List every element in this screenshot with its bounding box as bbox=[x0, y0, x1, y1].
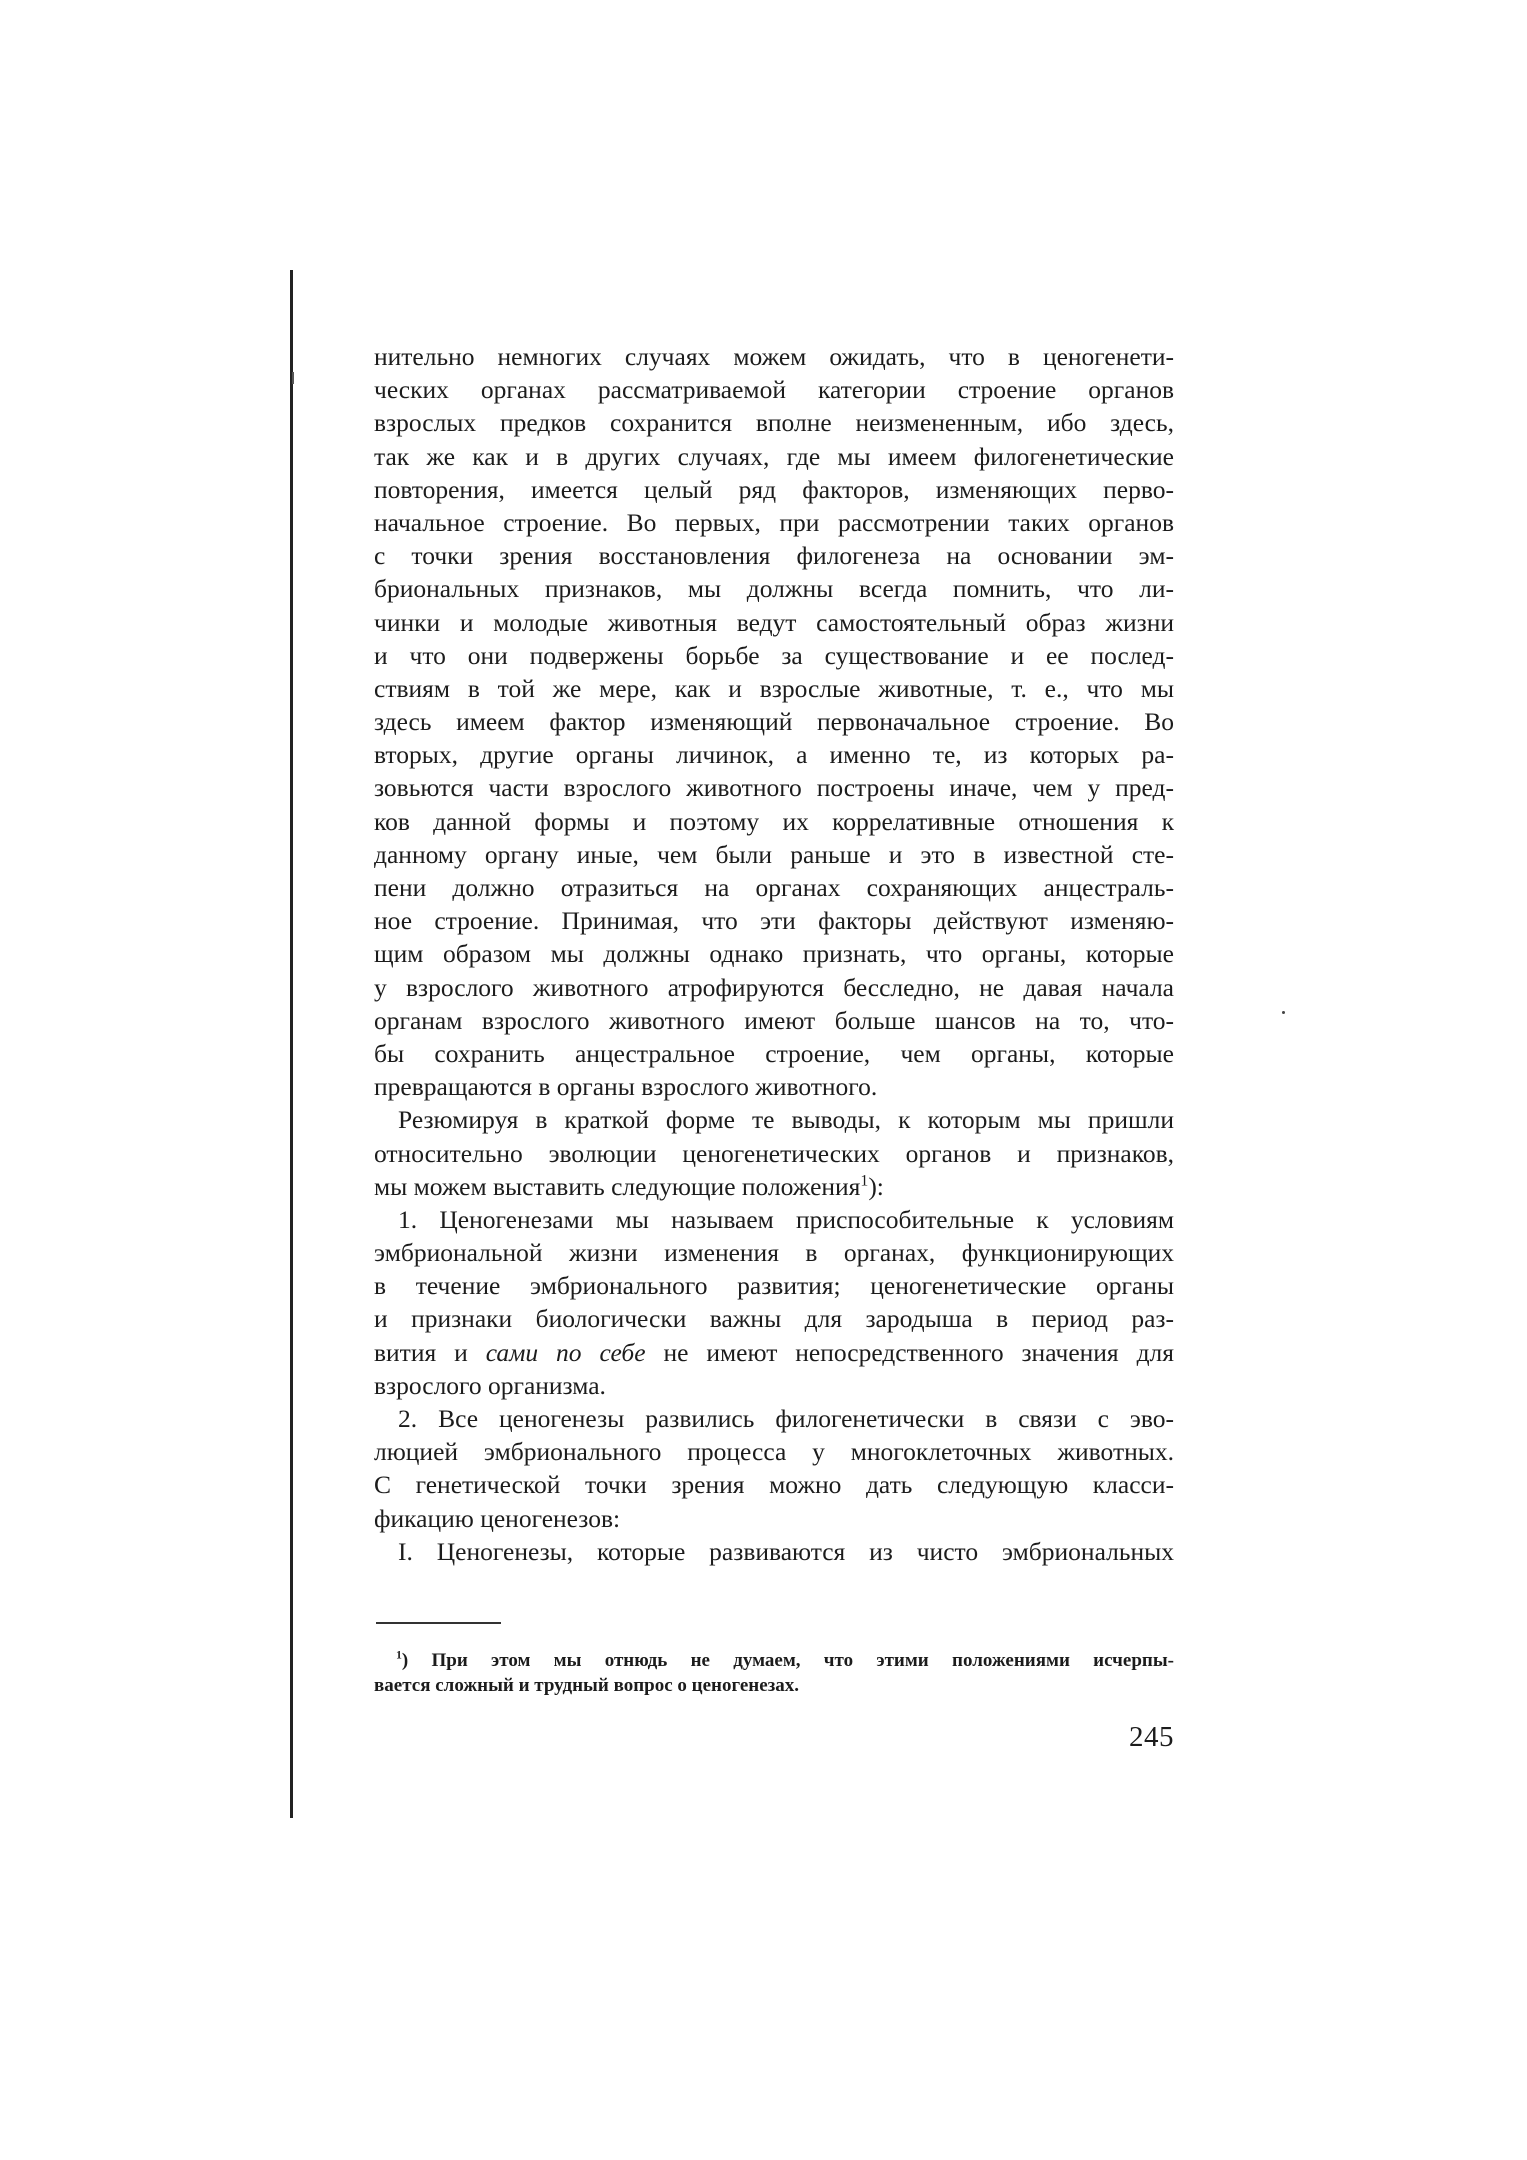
text-line: здесь имеем фактор изменяющий первоначальное строение. Во bbox=[374, 707, 1174, 737]
text-line: взрослого организма. bbox=[374, 1370, 606, 1400]
text-line: ствиям в той же мере, как и взрослые животные, т. е., что мы bbox=[374, 673, 1174, 703]
print-speck bbox=[1282, 1011, 1285, 1014]
text-line: ческих органах рассматриваемой категории строение органов bbox=[374, 375, 1174, 405]
text-line: пени должно отразиться на органах сохраняющих анцестраль- bbox=[374, 873, 1174, 902]
text-segment: мы можем выставить следующие положения bbox=[374, 1171, 861, 1201]
text-segment: не имеют непосредственного значения для bbox=[663, 1337, 1175, 1367]
text-line: эмбриональной жизни изменения в органах, функционирующих bbox=[374, 1238, 1174, 1268]
text-line: и признаки биологически важны для зародыша в период раз- bbox=[374, 1304, 1174, 1334]
text-line: начальное строение. Во первых, при рассмотрении таких органов bbox=[374, 507, 1174, 537]
italic-phrase: сами по себе bbox=[485, 1337, 646, 1367]
text-line: так же как и в других случаях, где мы имеем филогенетические bbox=[374, 441, 1174, 471]
text-line: и что они подвержены борьбе за существование и ее послед- bbox=[374, 640, 1174, 670]
footnote-separator bbox=[376, 1622, 501, 1624]
text-line: люцией эмбрионального процесса у многоклеточных животных. bbox=[374, 1437, 1174, 1467]
text-line: ное строение. Принимая, что эти факторы действуют изменяю- bbox=[374, 906, 1174, 936]
text-segment: вития и bbox=[374, 1337, 468, 1367]
text-line: органам взрослого животного имеют больше шансов на то, что- bbox=[374, 1005, 1174, 1035]
text-line: превращаются в органы взрослого животного. bbox=[374, 1072, 878, 1102]
text-line: щим образом мы должны однако признать, что органы, которые bbox=[374, 939, 1174, 969]
footnote-reference: 1 bbox=[860, 1172, 869, 1190]
body-text bbox=[374, 340, 1174, 1568]
text-line: нительно немногих случаях можем ожидать, что в ценогенети- bbox=[374, 342, 1174, 371]
text-line-with-footnote-ref bbox=[374, 1170, 1174, 1203]
text-line: бриональных признаков, мы должны всегда помнить, что ли- bbox=[374, 574, 1174, 604]
footnote-line bbox=[374, 1648, 1174, 1673]
page-binding-edge bbox=[290, 270, 293, 1818]
text-segment: ): bbox=[868, 1171, 884, 1201]
text-line: зовьются части взрослого животного построены иначе, чем у пред- bbox=[374, 773, 1174, 803]
text-line: фикацию ценогенезов: bbox=[374, 1503, 621, 1533]
text-line: С генетической точки зрения можно дать следующую класси- bbox=[374, 1470, 1174, 1500]
footnote-marker: 1 bbox=[396, 1648, 402, 1662]
binding-mark bbox=[292, 372, 294, 384]
footnote-line: вается сложный и трудный вопрос о ценогенезах. bbox=[374, 1675, 800, 1696]
text-line: ков данной формы и поэтому их коррелативные отношения к bbox=[374, 806, 1174, 836]
list-item-I-line: I. Ценогенезы, которые развиваются из чисто эмбриональных bbox=[398, 1536, 1174, 1566]
footnote bbox=[374, 1648, 1174, 1698]
text-line: относительно эволюции ценогенетических органов и признаков, bbox=[374, 1138, 1174, 1168]
text-line: вторых, другие органы личинок, а именно те, из которых ра- bbox=[374, 740, 1174, 770]
text-line: чинки и молодые животныя ведут самостоятельный образ жизни bbox=[374, 607, 1174, 637]
footnote-text: ) При этом мы отнюдь не думаем, что этими положениями исчерпы- bbox=[401, 1650, 1174, 1671]
text-line: данному органу иные, чем были раньше и это в известной сте- bbox=[374, 839, 1174, 869]
text-line: в течение эмбрионального развития; ценогенетические органы bbox=[374, 1271, 1174, 1301]
list-item-2-line: 2. Все ценогенезы развились филогенетически в связи с эво- bbox=[398, 1404, 1174, 1433]
list-item-1-line: 1. Ценогенезами мы называем приспособительные к условиям bbox=[398, 1204, 1174, 1234]
text-line: с точки зрения восстановления филогенеза на основании эм- bbox=[374, 541, 1174, 571]
text-line-with-italic bbox=[374, 1336, 1174, 1369]
text-line: повторения, имеется целый ряд факторов, изменяющих перво- bbox=[374, 474, 1174, 504]
text-line: у взрослого животного атрофируются бесследно, не давая начала bbox=[374, 972, 1174, 1002]
page-number: 245 bbox=[1129, 1721, 1174, 1753]
text-line: взрослых предков сохранится вполне неизмененным, ибо здесь, bbox=[374, 408, 1174, 438]
paragraph-line: Резюмируя в краткой форме те выводы, к которым мы пришли bbox=[398, 1105, 1174, 1135]
text-line: бы сохранить анцестральное строение, чем органы, которые bbox=[374, 1038, 1174, 1068]
